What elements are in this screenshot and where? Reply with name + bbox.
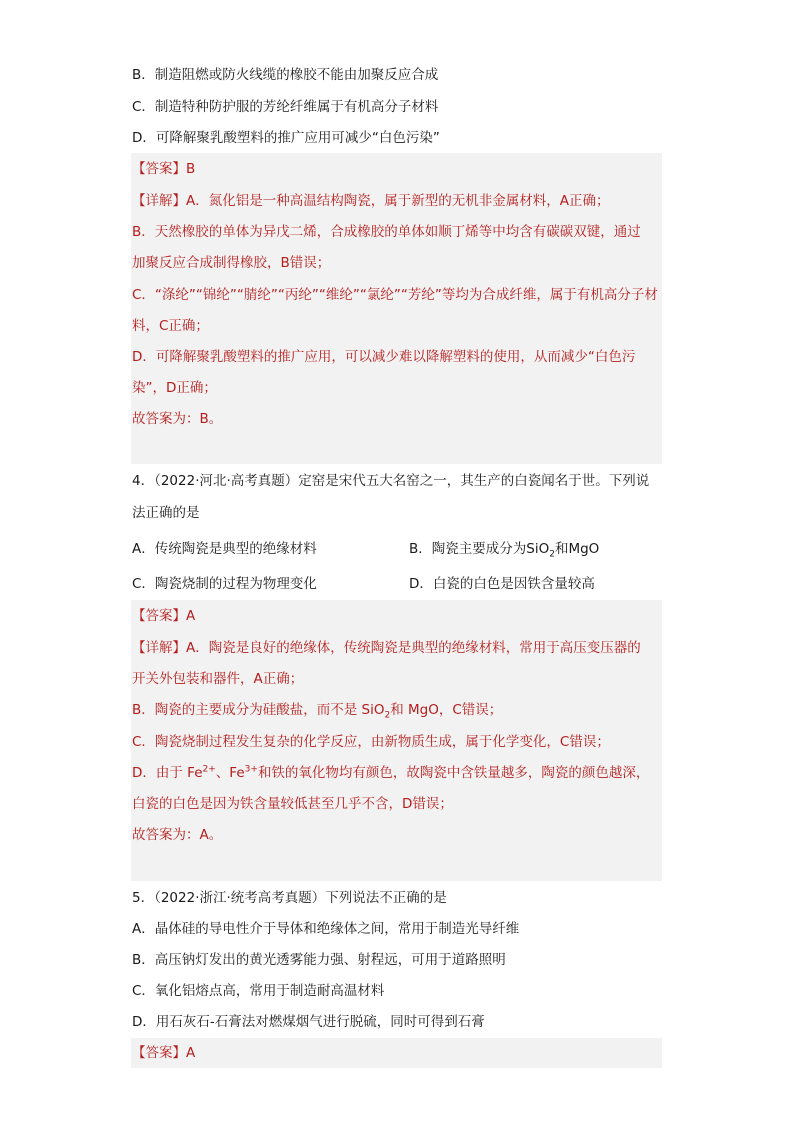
q5-answer <box>132 1043 195 1063</box>
q3-detail-line-1 <box>132 191 609 211</box>
q3-answer <box>132 159 195 179</box>
q3-detail-line-3: 加聚反应合成制得橡胶，B错误； <box>132 255 331 271</box>
q4-detail-line-3: B．陶瓷的主要成分为硅酸盐，而不是 SiO$_2$和 MgO，C错误； <box>132 702 503 721</box>
q3-option-d: D．可降解聚乳酸塑料的推广应用可减少“白色污染” <box>132 130 440 146</box>
q3-detail-line-4: C．“涤纶”“锦纶”“腈纶”“丙纶”“维纶”“氯纶”“芳纶”等均为合成纤维，属于有机高分子材 <box>132 287 658 303</box>
q4-option-c: C．陶瓷烧制的过程为物理变化 <box>132 576 317 592</box>
q4-option-b-and: 和 <box>554 541 569 557</box>
q3-detail-line-2: B．天然橡胶的单体为异戊二烯，合成橡胶的单体如顺丁烯等中均含有碳碳双键，通过 <box>132 224 641 240</box>
q4-option-a: A．传统陶瓷是典型的绝缘材料 <box>132 541 317 557</box>
q5-option-c: C．氧化铝熔点高，常用于制造耐高温材料 <box>132 983 385 999</box>
q3-detail-line-6: D．可降解聚乳酸塑料的推广应用，可以减少难以降解塑料的使用，从而减少“白色污 <box>132 349 636 365</box>
detail-text: A．氮化铝是一种高温结构陶瓷，属于新型的无机非金属材料，A正确； <box>186 193 610 209</box>
answer-label: 【答案】 <box>132 161 186 177</box>
q4-stem-line-2: 法正确的是 <box>132 505 200 521</box>
q4-detail-line-5: D．由于 $Fe^{2+}$、$Fe^{3+}$和铁的氧化物均有颜色，故陶瓷中含铁量越多，陶瓷的颜色越深， <box>132 764 650 781</box>
answer-value: B <box>186 161 196 177</box>
answer-value: A <box>186 608 196 624</box>
q4-option-b <box>409 539 599 559</box>
q4-detail-line-1 <box>132 638 641 658</box>
q4-option-b-formula-mgo: MgO <box>568 541 600 557</box>
q5-option-d: D．用石灰石-石膏法对燃煤烟气进行脱硫，同时可得到石膏 <box>132 1014 485 1030</box>
q5-option-b: B．高压钠灯发出的黄光透雾能力强、射程远，可用于道路照明 <box>132 952 506 968</box>
answer-label: 【答案】 <box>132 1045 186 1061</box>
detail-text: A．陶瓷是良好的绝缘体，传统陶瓷是典型的绝缘材料，常用于高压变压器的 <box>186 640 641 656</box>
q4-detail-line-2: 开关外包装和器件，A正确； <box>132 671 304 687</box>
q5-stem: 5．（2022·浙江·统考高考真题）下列说法不正确的是 <box>132 890 447 906</box>
q4-conclusion: 故答案为：A。 <box>132 827 223 843</box>
q4-answer <box>132 606 195 626</box>
q4-detail-line-6: 白瓷的白色是因为铁含量较低甚至几乎不含，D错误； <box>132 796 453 812</box>
q4-stem-line-1: 4．（2022·河北·高考真题）定窑是宋代五大名窑之一，其生产的白瓷闻名于世。下列说 <box>132 473 650 489</box>
q3-detail-line-5: 料，C正确； <box>132 318 209 334</box>
q5-answer-block <box>131 1038 662 1068</box>
q4-option-b-text: B．陶瓷主要成分为 <box>409 541 527 557</box>
detail-label: 【详解】 <box>132 640 186 656</box>
q4-option-b-formula-sio2: SiO$_2$ <box>526 541 555 560</box>
q3-option-b: B．制造阻燃或防火线缆的橡胶不能由加聚反应合成 <box>132 67 439 83</box>
q3-detail-line-7: 染”，D正确； <box>132 380 217 396</box>
q3-option-c: C．制造特种防护服的芳纶纤维属于有机高分子材料 <box>132 99 439 115</box>
q4-option-d: D．白瓷的白色是因铁含量较高 <box>409 576 595 592</box>
q3-conclusion: 故答案为：B。 <box>132 411 223 427</box>
detail-label: 【详解】 <box>132 193 186 209</box>
q4-detail-line-4: C．陶瓷烧制过程发生复杂的化学反应，由新物质生成，属于化学变化，C错误； <box>132 734 610 750</box>
answer-label: 【答案】 <box>132 608 186 624</box>
q5-option-a: A．晶体硅的导电性介于导体和绝缘体之间，常用于制造光导纤维 <box>132 921 520 937</box>
answer-value: A <box>186 1045 196 1061</box>
